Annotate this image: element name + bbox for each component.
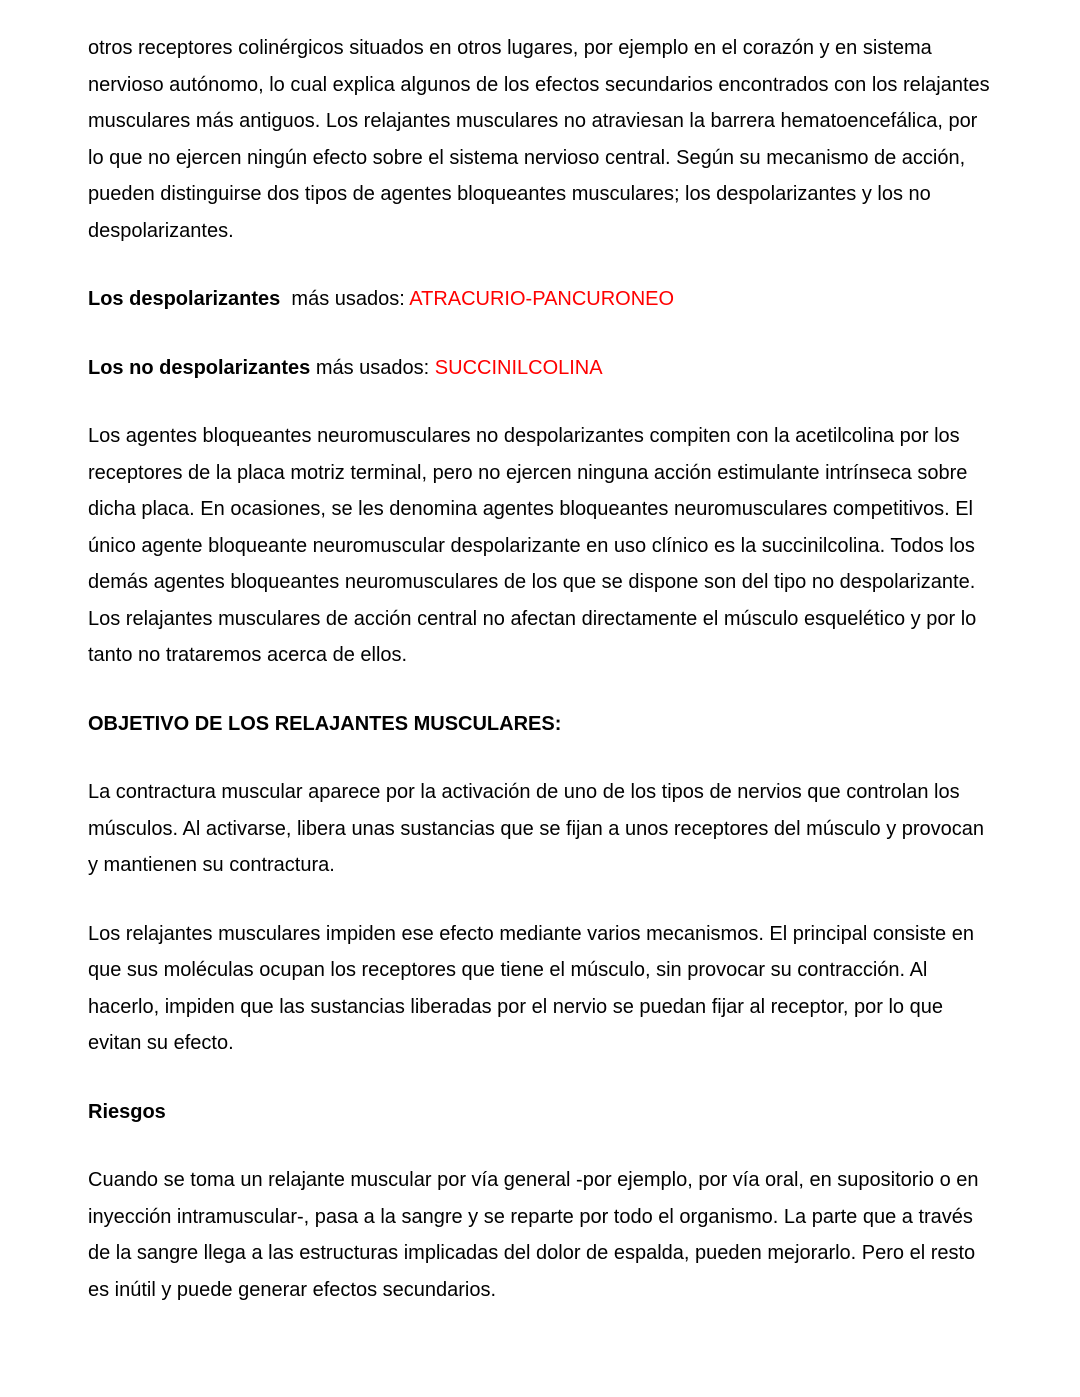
objective-paragraph-1: La contractura muscular aparece por la activación de uno de los tipos de nervios que controlan los músculos. Al activarse, libera unas sustancias que se fijan a unos receptores del músculo y provocan y mantienen su contractura. [88, 781, 985, 876]
intro-paragraph: otros receptores colinérgicos situados en otros lugares, por ejemplo en el corazón y en sistema nervioso autónomo, lo cual explica algunos de los efectos secundarios encontrados con los relajantes musculares más antiguos. Los relajantes musculares no atraviesan la barrera hematoencefálica, por lo que no ejercen ningún efecto sobre el sistema nervioso central. Según su mecanismo de acción, pueden distinguirse dos tipos de agentes bloqueantes musculares; los despolarizantes y los no despolarizantes. [88, 37, 990, 242]
objective-paragraph-2: Los relajantes musculares impiden ese efecto mediante varios mecanismos. El principal consiste en que sus moléculas ocupan los receptores que tiene el músculo, sin provocar su contracción. Al hacerlo, impiden que las sustancias liberadas por el nervio se puedan fijar al receptor, por lo que evitan su efecto. [88, 922, 974, 1054]
depolarizing-drugs: ATRACURIO-PANCURONEO [409, 288, 675, 310]
non-depolarizing-drugs: SUCCINILCOLINA [434, 356, 603, 379]
non-depolarizing-label: Los no despolarizantes [88, 356, 311, 379]
agents-paragraph: Los agentes bloqueantes neuromusculares no despolarizantes compiten con la acetilcolina por los receptores de la placa motriz terminal, pero no ejercen ninguna acción estimulante intrínseca sobre dicha placa. En ocasiones, se les denomina agentes bloqueantes neuromusculares competitivos. El único agente bloqueante neuromuscular despolarizante en uso clínico es la succinilcolina. Todos los demás agentes bloqueantes neuromusculares de los que se dispone son del tipo no despolarizante. Los relajantes musculares de acción central no afectan directamente el músculo esquelético y por lo tanto no trataremos acerca de ellos. [88, 425, 977, 666]
objective-heading: OBJETIVO DE LOS RELAJANTES MUSCULARES: [88, 712, 562, 735]
risks-heading: Riesgos [88, 1100, 166, 1123]
risks-paragraph: Cuando se toma un relajante muscular por vía general -por ejemplo, por vía oral, en supositorio o en inyección intramuscular-, pasa a la sangre y se reparte por todo el organismo. La parte que a través de la sangre llega a las estructuras implicadas del dolor de espalda, pueden mejorarlo. Pero el resto es inútil y puede generar efectos secundarios. [88, 1169, 979, 1301]
non-depolarizing-text: más usados: [315, 356, 430, 379]
depolarizing-text: más usados: [291, 288, 405, 310]
depolarizing-line [88, 281, 993, 318]
document-page [88, 30, 993, 1308]
depolarizing-label: Los despolarizantes [88, 288, 281, 310]
non-depolarizing-line [88, 350, 993, 387]
